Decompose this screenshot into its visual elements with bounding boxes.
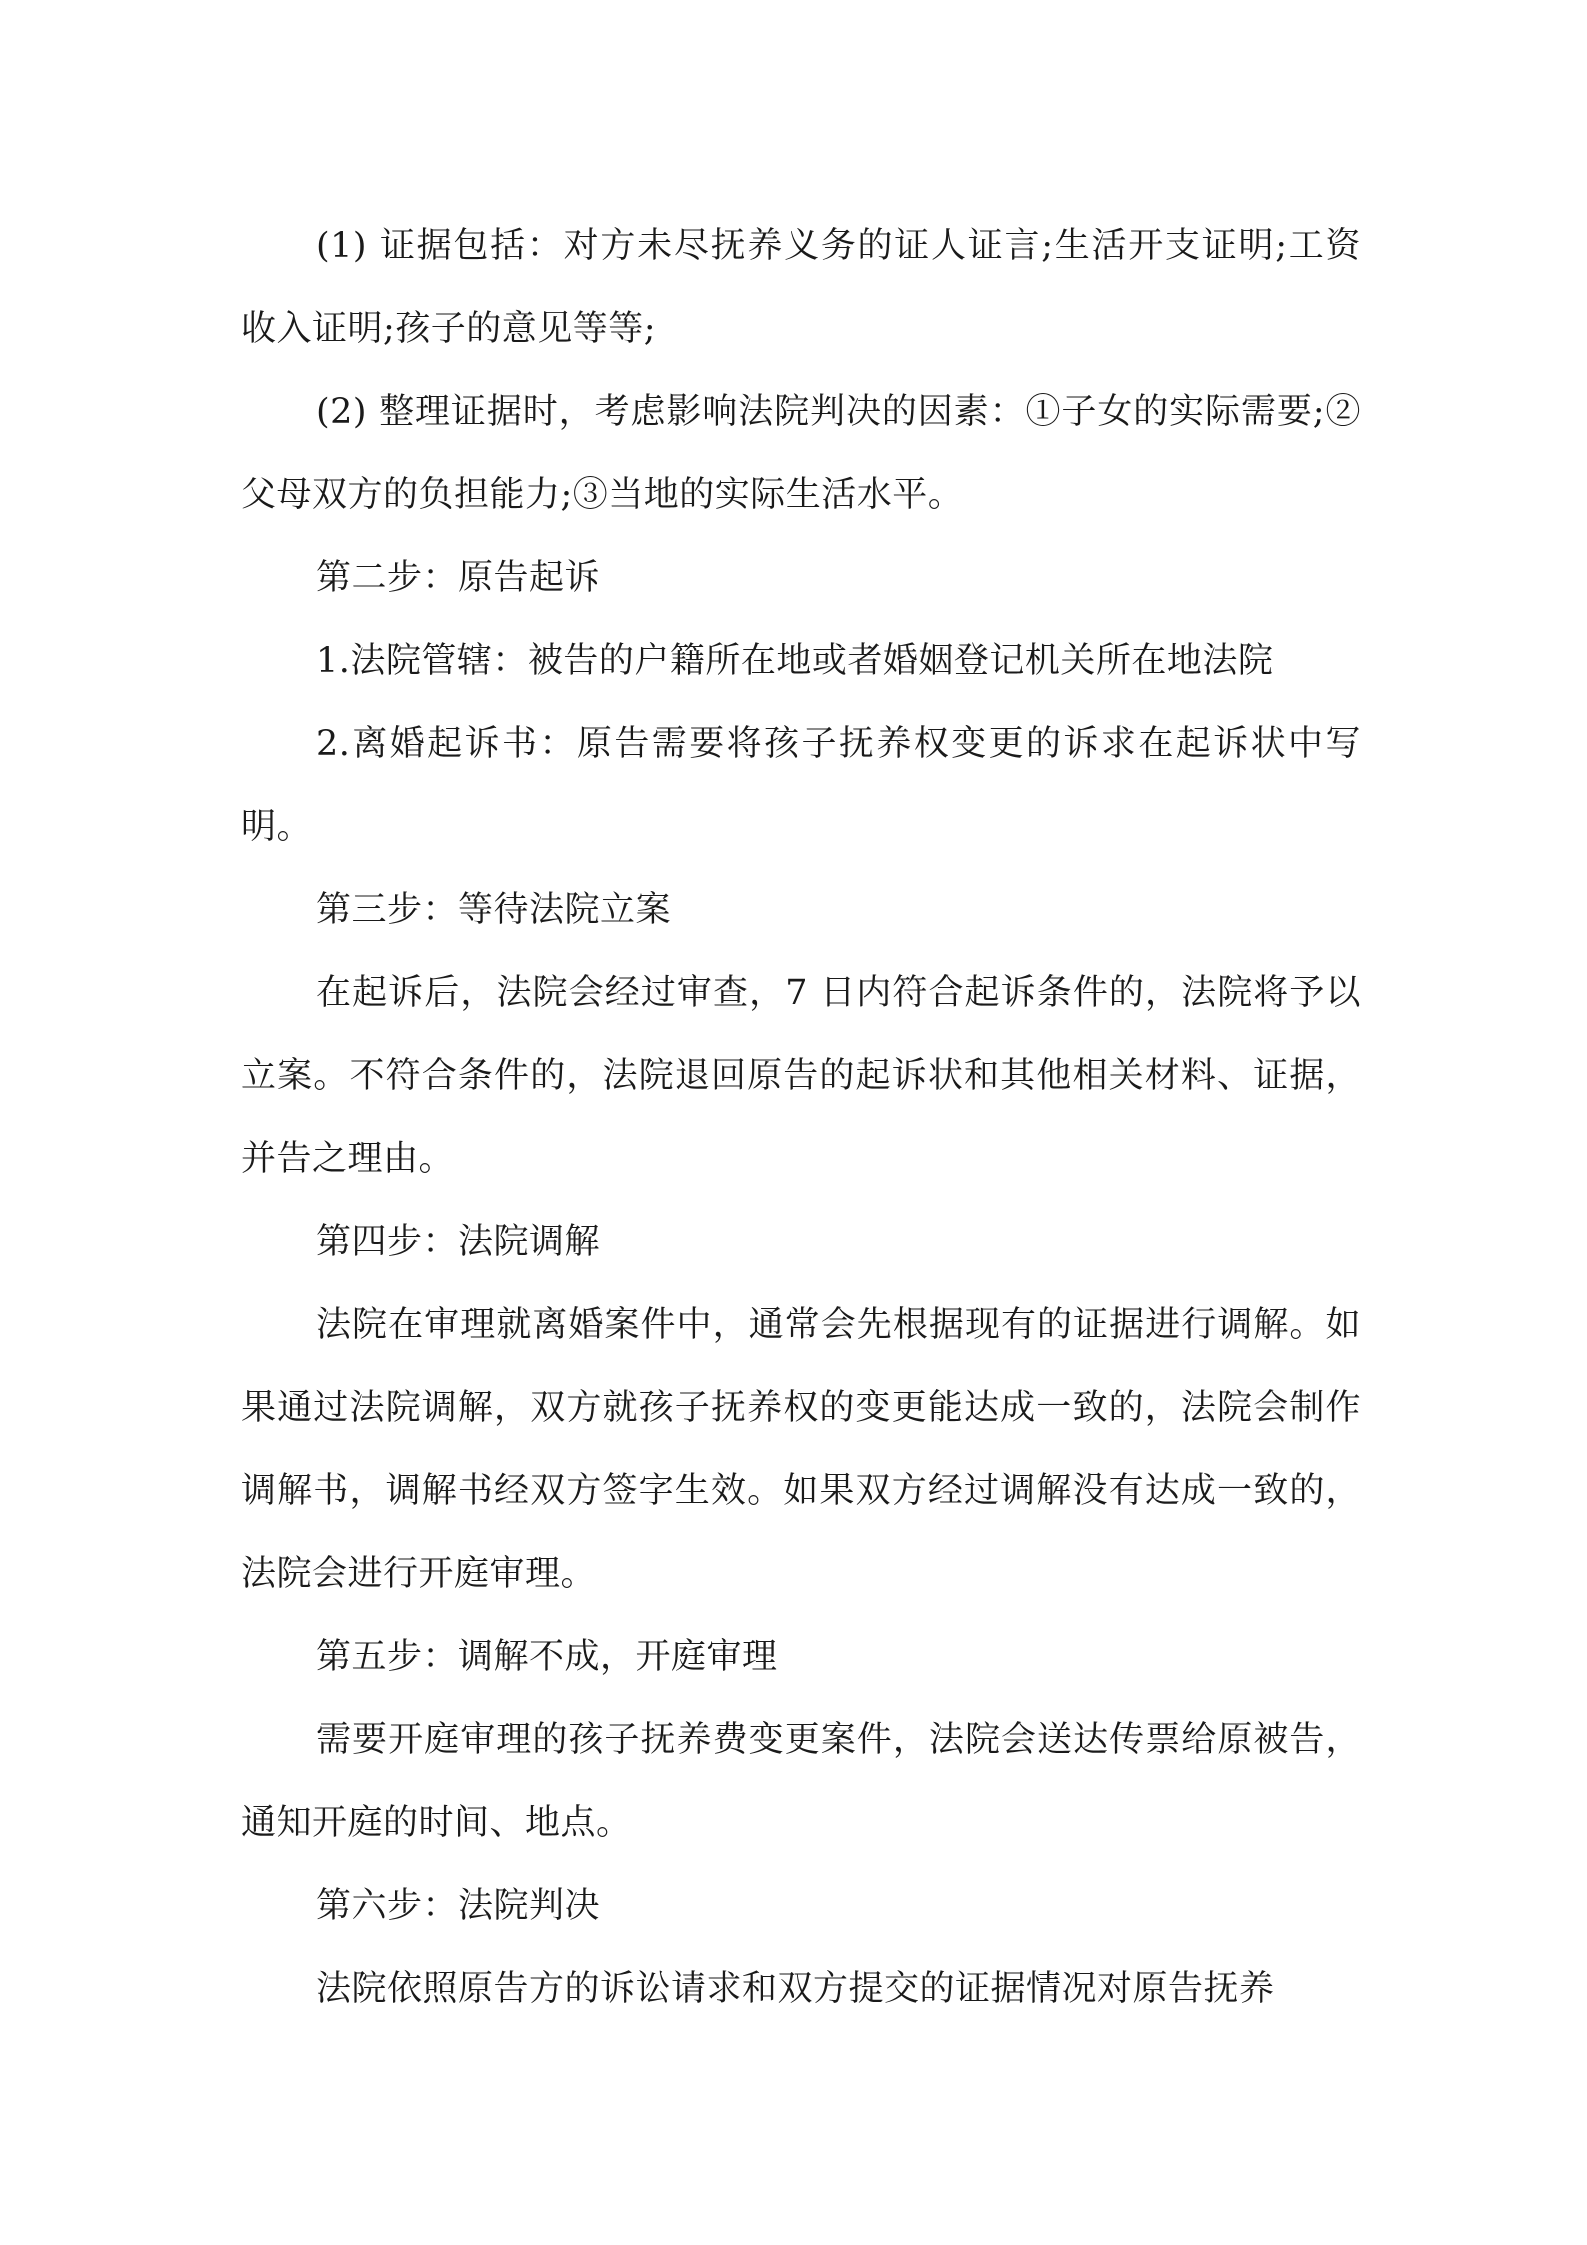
heading-step-six: 第六步：法院判决 (316, 1886, 601, 1926)
heading-step-five: 第五步：调解不成，开庭审理 (316, 1637, 778, 1677)
paragraph-evidence-list: (1) 证据包括：对方未尽抚养义务的证人证言;生活开支证明;工资收入证明;孩子的意见等等; (241, 226, 1361, 349)
heading-step-three: 第三步：等待法院立案 (316, 890, 672, 930)
paragraph-court-jurisdiction: 1.法院管辖：被告的户籍所在地或者婚姻登记机关所在地法院 (316, 641, 1274, 681)
paragraph-court-judgment: 法院依照原告方的诉讼请求和双方提交的证据情况对原告抚养 (316, 1969, 1275, 2009)
paragraph-case-filing: 在起诉后，法院会经过审查，7 日内符合起诉条件的，法院将予以立案。不符合条件的，法院退回原告的起诉状和其他相关材料、证据，并告之理由。 (241, 973, 1361, 1179)
paragraph-divorce-complaint: 2.离婚起诉书：原告需要将孩子抚养权变更的诉求在起诉状中写明。 (241, 724, 1361, 847)
heading-step-four: 第四步：法院调解 (316, 1222, 601, 1262)
document-body (241, 205, 1361, 2031)
heading-step-two: 第二步：原告起诉 (316, 558, 601, 598)
paragraph-court-mediation: 法院在审理就离婚案件中，通常会先根据现有的证据进行调解。如果通过法院调解，双方就孩子抚养权的变更能达成一致的，法院会制作调解书，调解书经双方签字生效。如果双方经过调解没有达成一致的，法院会进行开庭审理。 (241, 1305, 1361, 1594)
paragraph-court-hearing: 需要开庭审理的孩子抚养费变更案件，法院会送达传票给原被告，通知开庭的时间、地点。 (241, 1720, 1361, 1843)
paragraph-evidence-factors: (2) 整理证据时，考虑影响法院判决的因素：①子女的实际需要;② 父母双方的负担能力;③当地的实际生活水平。 (241, 392, 1361, 515)
